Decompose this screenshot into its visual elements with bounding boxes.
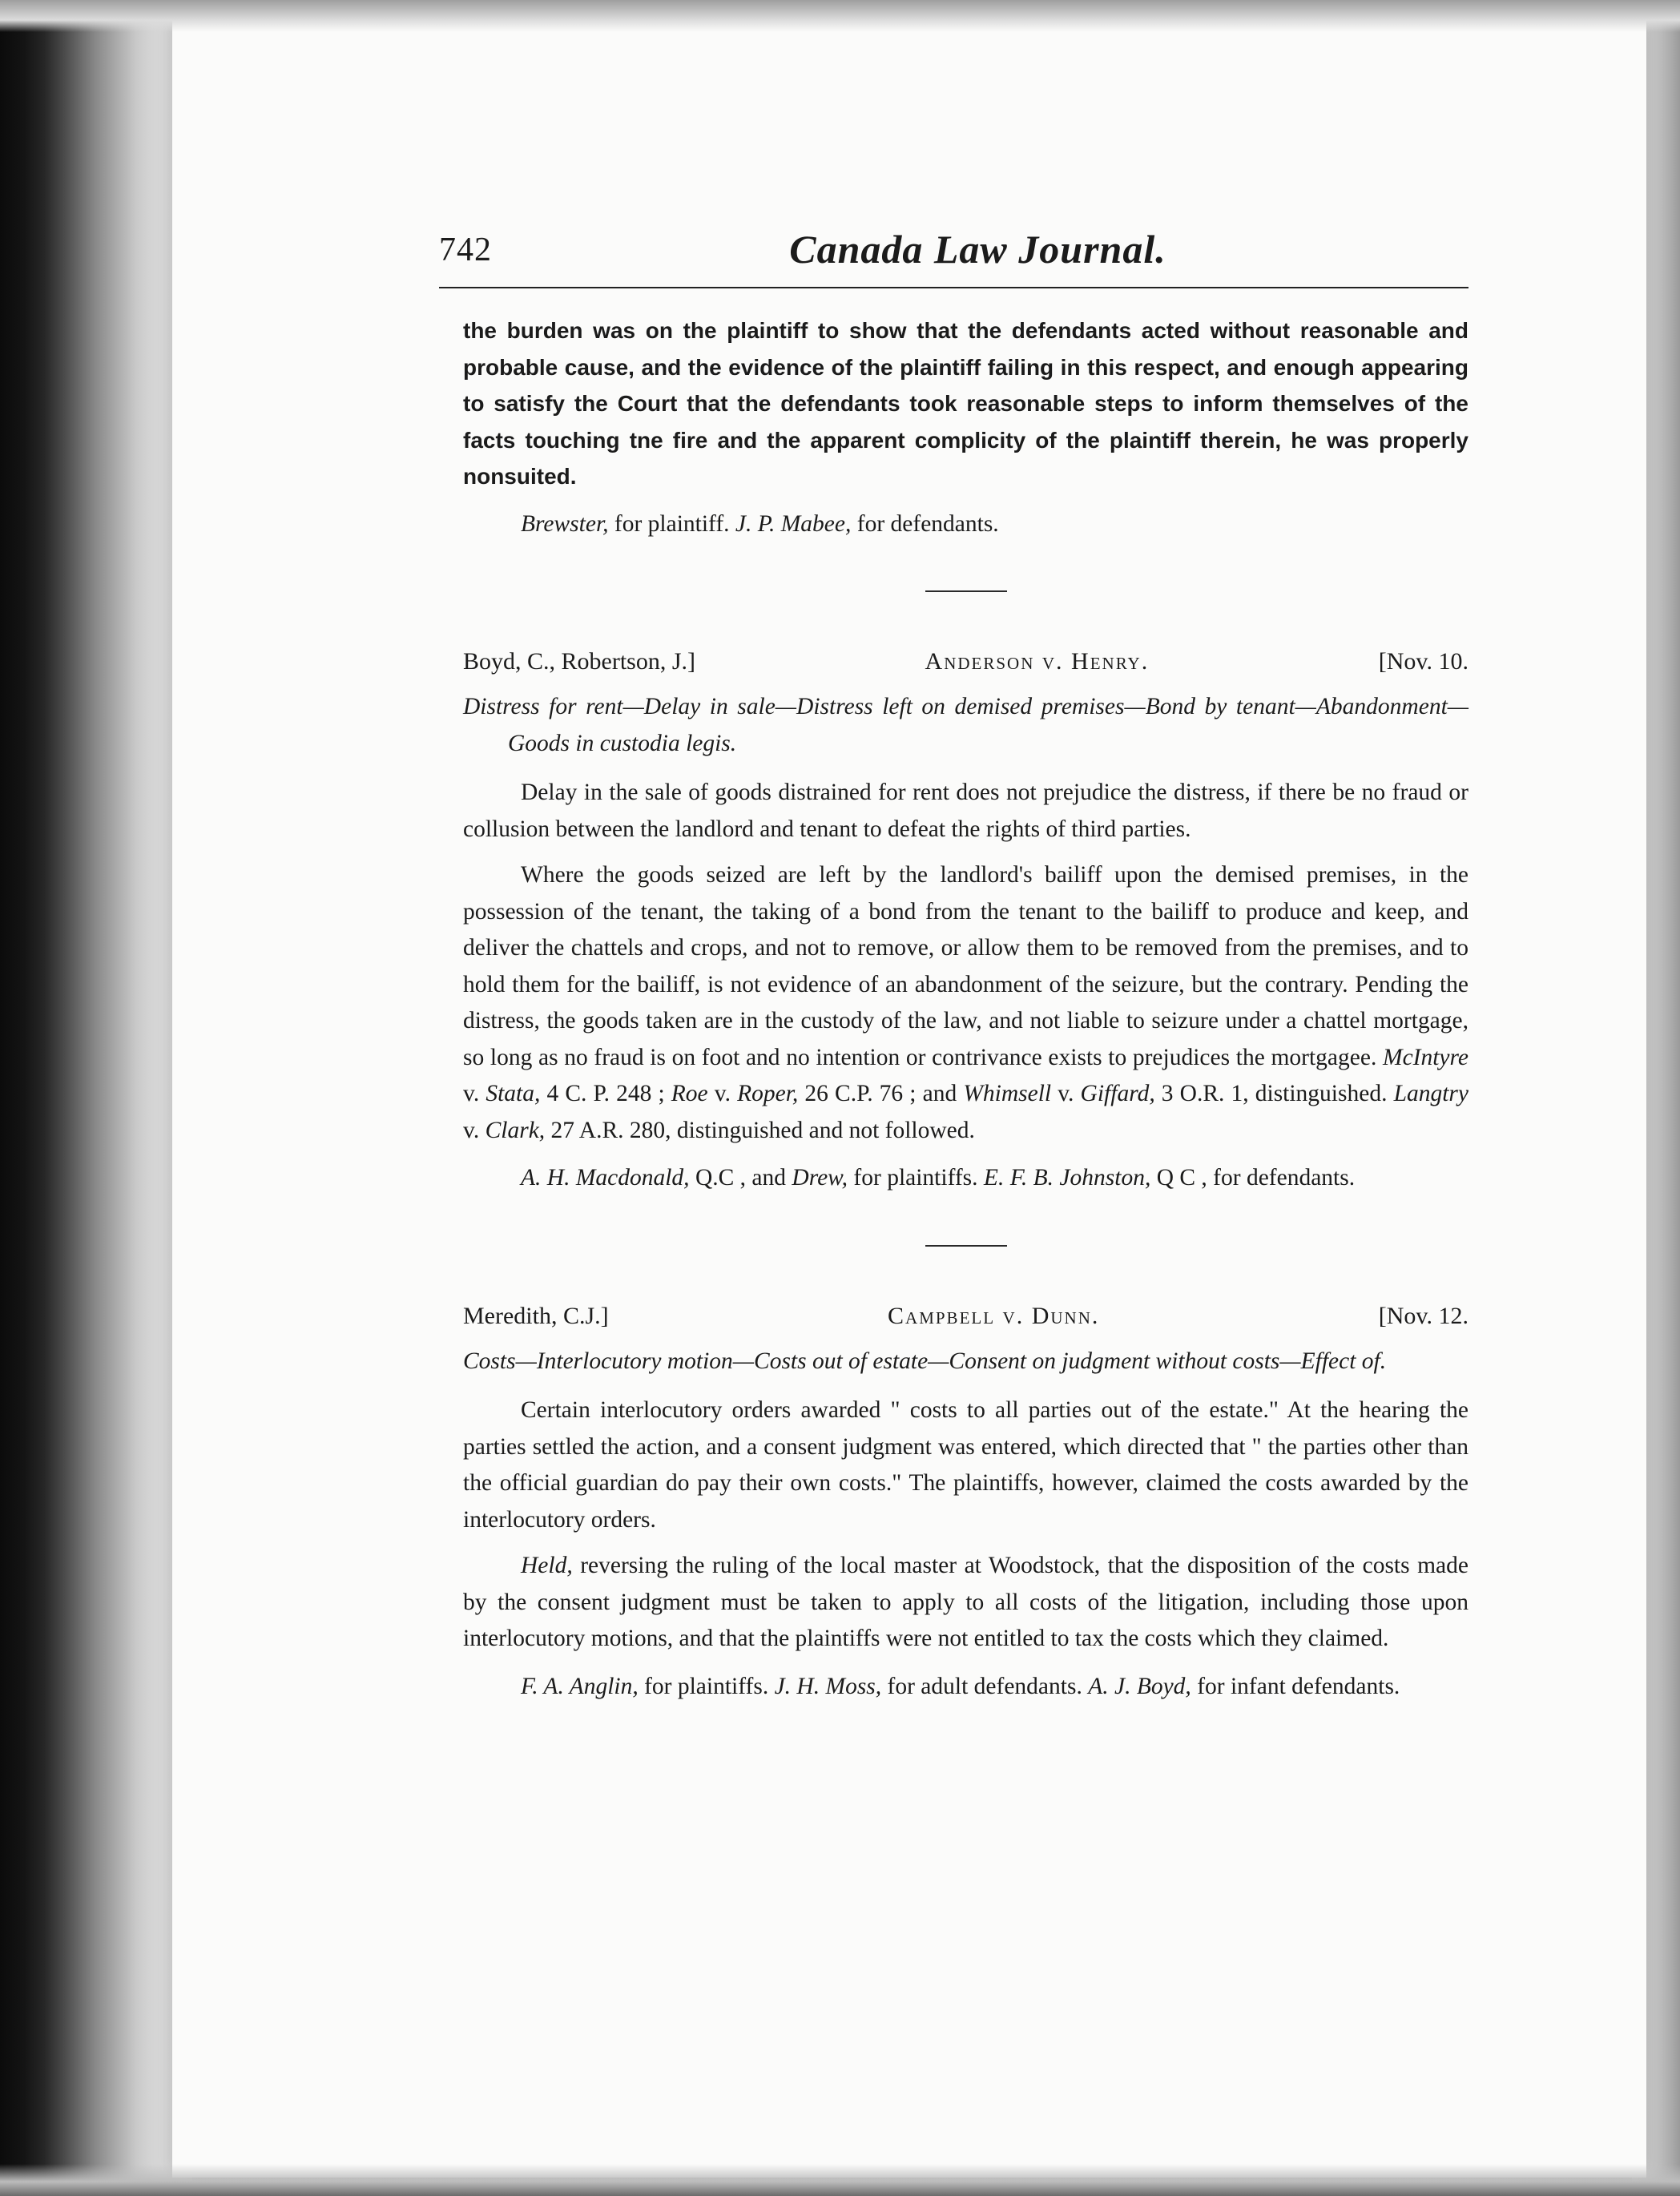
case-parties: Anderson v. Henry. <box>925 648 1150 675</box>
scan-shadow-top <box>0 0 1680 32</box>
case-heading-anderson <box>463 643 1468 679</box>
case-counsel: F. A. Anglin, for plaintiffs. J. H. Moss, for adult defendants. A. J. Boyd, for infant defendants. <box>521 1673 1400 1699</box>
case-paragraph: Held, reversing the ruling of the local master at Woodstock, that the disposition of the costs made by the consent judgment must be taken to apply to all costs of the litigation, including those upon interlocutory motions, and that the plaintiffs were not entitled to tax the costs which they claimed. <box>463 1553 1468 1651</box>
held-word: Held, <box>521 1553 573 1578</box>
scan-shadow-bottom <box>0 2164 1680 2196</box>
counsel-name: J. P. Mabee, <box>735 510 852 537</box>
prior-case-conclusion: the burden was on the plaintiff to show that the defendants acted without reasonable and probable cause, and the evidence of the plaintiff failing in this respect, and enough appearing to satisfy the Court that the defendants took reasonable steps to inform themselves of the facts touching tne fire and the apparent complicity of the plaintiff therein, he was properly nonsuited. <box>463 318 1468 489</box>
header-rule <box>439 287 1468 288</box>
case-judges: Boyd, C., Robertson, J.] <box>463 648 696 675</box>
page-body <box>463 312 1468 1705</box>
case-parties: Campbell v. Dunn. <box>888 1302 1100 1329</box>
case-paragraph: Delay in the sale of goods distrained for rent does not prejudice the distress, if there be no fraud or collusion between the landlord and tenant to defeat the rights of third parties. <box>463 780 1468 842</box>
journal-title: Canada Law Journal. <box>789 227 1166 272</box>
scan-shadow-left <box>0 0 192 2196</box>
section-divider <box>925 1245 1007 1247</box>
case-judges: Meredith, C.J.] <box>463 1302 609 1329</box>
counsel-name: Brewster, <box>521 510 609 537</box>
case-date: [Nov. 10. <box>1378 648 1468 675</box>
case-catchwords: Distress for rent—Delay in sale—Distress left on demised premises—Bond by tenant—Abandonment—Goods in custodia legis. <box>463 694 1468 756</box>
case-catchwords: Costs—Interlocutory motion—Costs out of estate—Consent on judgment without costs—Effect of. <box>463 1348 1387 1374</box>
case-counsel: A. H. Macdonald, Q.C , and Drew, for plaintiffs. E. F. B. Johnston, Q C , for defendants. <box>521 1165 1356 1191</box>
case-paragraph: Certain interlocutory orders awarded " costs to all parties out of the estate." At the hearing the parties settled the action, and a consent judgment was entered, which directed that " the parties other than the official guardian do pay their own costs." The plaintiffs, however, claimed the costs awarded by the interlocutory orders. <box>463 1397 1468 1533</box>
page-number: 742 <box>439 232 492 268</box>
prior-case-counsel: Brewster, for plaintiff. J. P. Mabee, for defendants. <box>521 510 999 537</box>
case-paragraph: Where the goods seized are left by the landlord's bailiff upon the demised premises, in the possession of the tenant, the taking of a bond from the tenant to the bailiff to produce and keep, and deliver the chattels and crops, and not to remove, or allow them to be removed from the premises, and to hold them for the bailiff, is not evidence of an abandonment of the seizure, but the contrary. Pending the distress, the goods taken are in the custody of the law, and not liable to seizure under a chattel mortgage, so long as no fraud is on foot and no intention or contrivance exists to prejudices the mortgagee. McIntyre v. Stata, 4 C. P. 248 ; Roe v. Roper, 26 C.P. 76 ; and Whimsell v. Giffard, 3 O.R. 1, distinguished. Langtry v. Clark, 27 A.R. 280, distinguished and not followed. <box>463 862 1469 1143</box>
case-date: [Nov. 12. <box>1378 1302 1468 1329</box>
case-heading-campbell <box>463 1298 1468 1334</box>
section-divider <box>925 590 1007 592</box>
running-header <box>439 226 1468 290</box>
